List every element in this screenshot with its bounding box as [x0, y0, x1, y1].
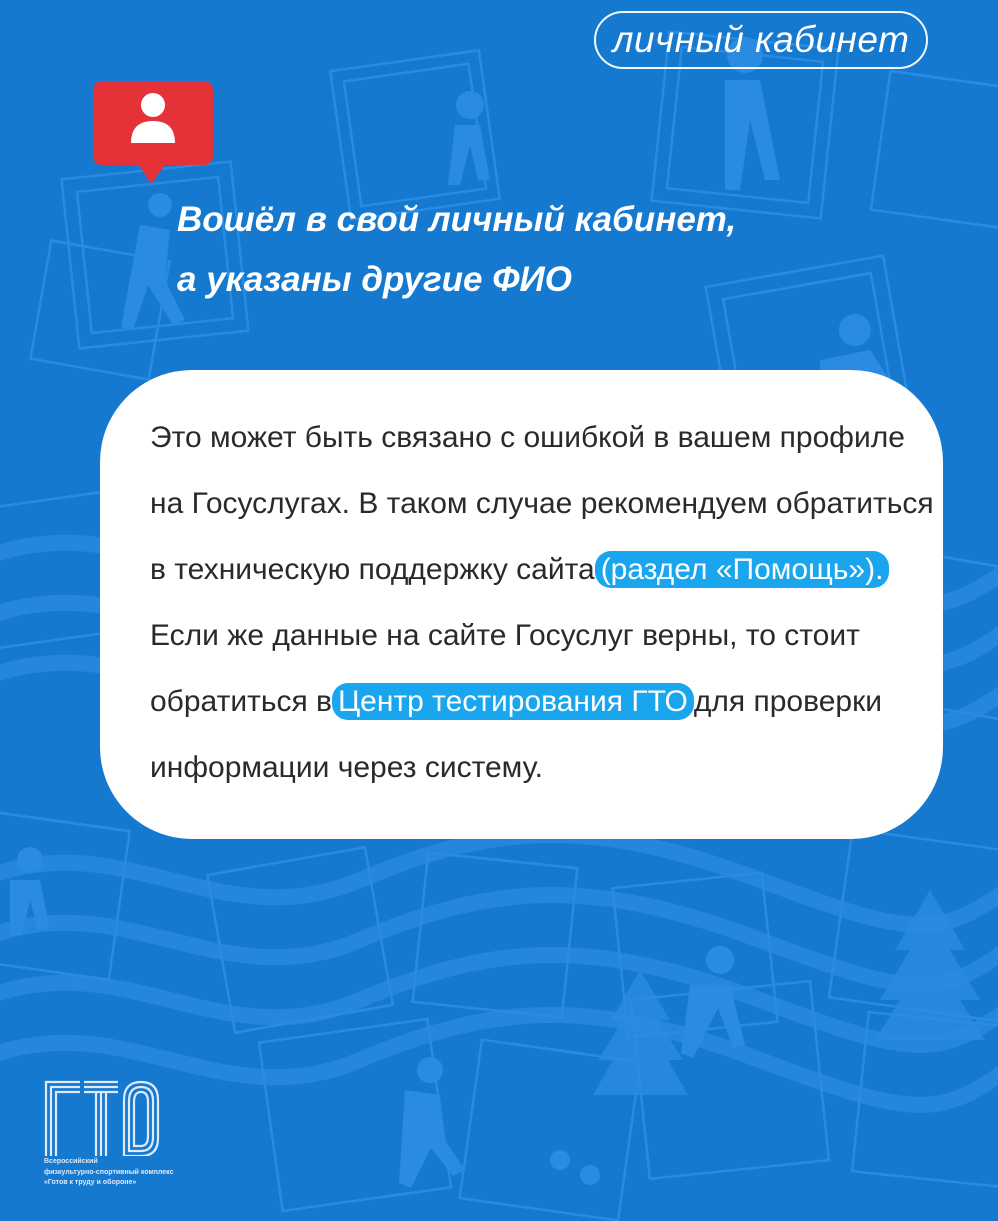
card-text-line: Если же данные на сайте Госуслуг верны, то стоит [150, 619, 860, 652]
card-text-line: на Госуслугах. В таком случае рекомендуем обратиться [150, 487, 934, 520]
gto-logo-mark [44, 1080, 160, 1156]
headline-line-2: а указаны другие ФИО [177, 260, 572, 299]
user-icon [93, 81, 213, 184]
help-section-link[interactable]: (раздел «Помощь»). [595, 551, 890, 588]
headline-line-1: Вошёл в свой личный кабинет, [177, 200, 737, 239]
card-text-line: информации через систему. [150, 751, 543, 784]
logo-caption-line: «Готов к труду и обороне» [44, 1179, 137, 1186]
logo-caption-line: Всероссийский [44, 1158, 98, 1165]
info-card [100, 370, 943, 839]
card-text-line [150, 669, 903, 735]
headline [177, 190, 877, 310]
logo-caption-line: физкультурно-спортивный комплекс [44, 1168, 174, 1176]
card-text: обратиться в [150, 685, 332, 718]
card-text: в техническую поддержку сайта [150, 553, 595, 586]
card-text-line [150, 537, 903, 603]
card-text: для проверки [693, 685, 882, 718]
gto-logo [44, 1080, 204, 1190]
card-text-line: Это может быть связано с ошибкой в вашем профиле [150, 421, 905, 454]
section-tag: личный кабинет [594, 11, 928, 69]
testing-center-link[interactable]: Центр тестирования ГТО [332, 683, 694, 720]
